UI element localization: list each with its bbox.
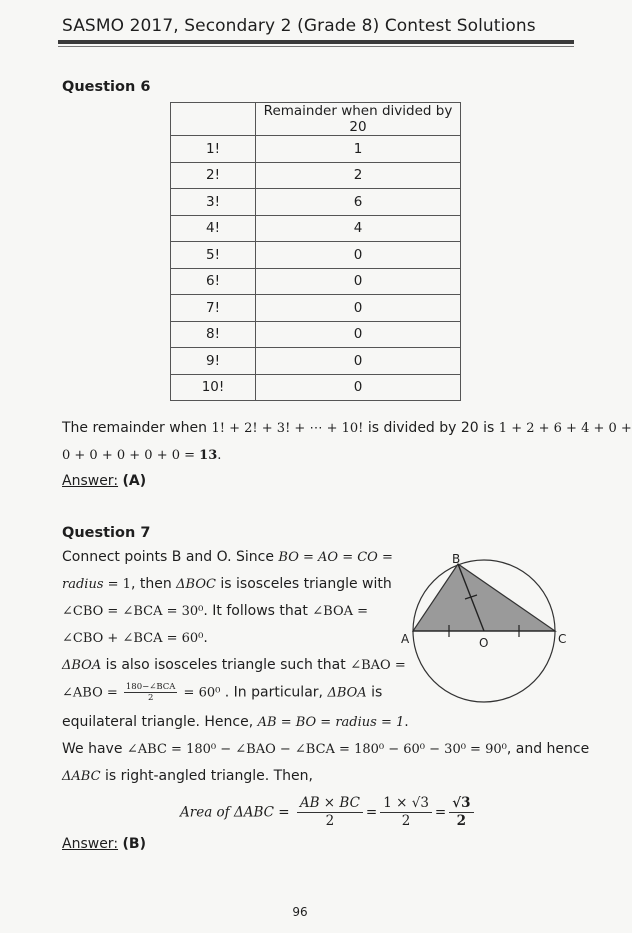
text: , then [130,576,177,592]
remainder-cell: 6 [256,189,461,216]
fraction [297,795,363,830]
table-row [171,136,461,163]
q6-text-line-2 [62,447,221,463]
remainder-cell: 0 [256,374,461,401]
q7-line-7 [62,714,409,730]
answer-value: (B) [122,836,146,852]
equals: = [365,804,378,821]
label-b: B [452,552,461,566]
text: Connect points B and O. Since [62,549,279,565]
question-6-heading: Question 6 [62,79,151,95]
factorial-cell: 7! [171,295,256,322]
math: ∠CBO = ∠BCA = 30⁰ [62,604,204,619]
remainder-cell: 2 [256,162,461,189]
table-row [171,295,461,322]
text: is [366,684,383,701]
fraction-numerator: 180−∠BCA [125,682,176,692]
text: , and hence [506,741,590,757]
table-header-row [171,103,461,136]
text: We have [62,741,127,757]
table-row [171,374,461,401]
factorial-cell: 6! [171,268,256,295]
q7-line-2 [62,576,392,592]
math: radius [62,577,104,592]
math: = 60⁰ [179,685,221,701]
fraction-denominator: 2 [147,693,154,703]
table-row [171,348,461,375]
fraction [449,795,473,830]
factorial-cell: 1! [171,136,256,163]
text: is isosceles triangle with [215,576,392,592]
math: ∠CBO + ∠BCA = 60⁰ [62,631,204,646]
math-result: 13 [199,448,218,463]
factorial-cell: 10! [171,374,256,401]
q7-answer [62,836,146,852]
question-7-heading: Question 7 [62,525,151,541]
fraction-numerator: √3 [449,795,473,813]
answer-label: Answer: [62,473,119,489]
table-row [171,162,461,189]
area-formula [180,795,477,830]
fraction [380,795,432,830]
label-a: A [401,632,410,646]
text: . [203,630,208,646]
math: Area of ΔABC = [180,804,294,821]
triangle-abc [413,564,555,631]
text: . It follows that [203,603,313,619]
fraction-denominator: 2 [401,813,411,829]
remainder-table [170,102,461,401]
answer-label: Answer: [62,836,119,852]
equals: = [434,804,447,821]
remainder-cell: 0 [256,242,461,269]
remainder-cell: 4 [256,215,461,242]
q7-line-8 [62,741,589,757]
text: is divided by 20 is [363,420,499,436]
q6-text-line-1 [62,420,632,436]
answer-value: (A) [122,473,147,489]
fraction-denominator: 2 [456,813,467,829]
math: BO = AO = CO = [278,550,393,565]
remainder-cell: 1 [256,136,461,163]
factorial-cell: 9! [171,348,256,375]
math: 1 + 2 + 6 + 4 + 0 + [498,421,632,436]
fraction-numerator: 1 × √3 [380,795,432,813]
math: = 1 [103,577,131,592]
table-row [171,189,461,216]
label-o: O [479,636,489,650]
label-c: C [558,632,567,646]
table-row [171,242,461,269]
header-rule [58,40,574,44]
q7-line-1 [62,549,393,565]
page-number: 96 [292,905,308,919]
math: 1! + 2! + 3! + ⋯ + 10! [211,421,364,436]
circle-triangle-figure [400,552,575,702]
math: AB = BO = radius = 1 [257,715,405,730]
table-row [171,321,461,348]
fraction-numerator: AB × BC [297,795,363,813]
math: 0 + 0 + 0 + 0 + 0 = [62,448,200,463]
remainder-cell: 0 [256,295,461,322]
table-header-cell [171,103,256,136]
q7-line-6 [62,682,382,703]
remainder-cell: 0 [256,321,461,348]
q6-answer [62,473,146,489]
text: The remainder when [62,420,212,436]
math: ΔABC [62,769,101,784]
math: ΔBOA [62,658,102,673]
text: is right-angled triangle. Then, [100,768,313,784]
q7-line-4 [62,630,208,646]
remainder-cell: 0 [256,348,461,375]
factorial-cell: 4! [171,215,256,242]
fraction [124,682,178,703]
text: . In particular, [220,684,328,701]
math: ∠BAO = [350,658,406,673]
factorial-cell: 8! [171,321,256,348]
page-header-title: SASMO 2017, Secondary 2 (Grade 8) Contest Solutions [62,16,536,36]
q7-line-5 [62,657,406,673]
factorial-cell: 2! [171,162,256,189]
math: ∠ABO = [62,685,122,701]
table-row [171,268,461,295]
math: ∠ABC = 180⁰ − ∠BAO − ∠BCA = 180⁰ − 60⁰ − 30⁰ = 90⁰ [126,742,507,757]
math: ∠BOA = [312,604,369,619]
q7-line-9 [62,768,313,784]
q7-line-3 [62,603,368,619]
math: ΔBOA [327,685,367,701]
fraction-denominator: 2 [325,813,335,829]
math: ΔBOC [176,577,216,592]
math: . [217,448,222,463]
factorial-cell: 5! [171,242,256,269]
factorial-cell: 3! [171,189,256,216]
header-rule-thin [58,46,574,47]
text: is also isosceles triangle such that [101,657,351,673]
table-row [171,215,461,242]
text: equilateral triangle. Hence, [62,714,258,730]
text: . [404,714,409,730]
remainder-cell: 0 [256,268,461,295]
table-header-cell: Remainder when divided by 20 [256,103,461,136]
